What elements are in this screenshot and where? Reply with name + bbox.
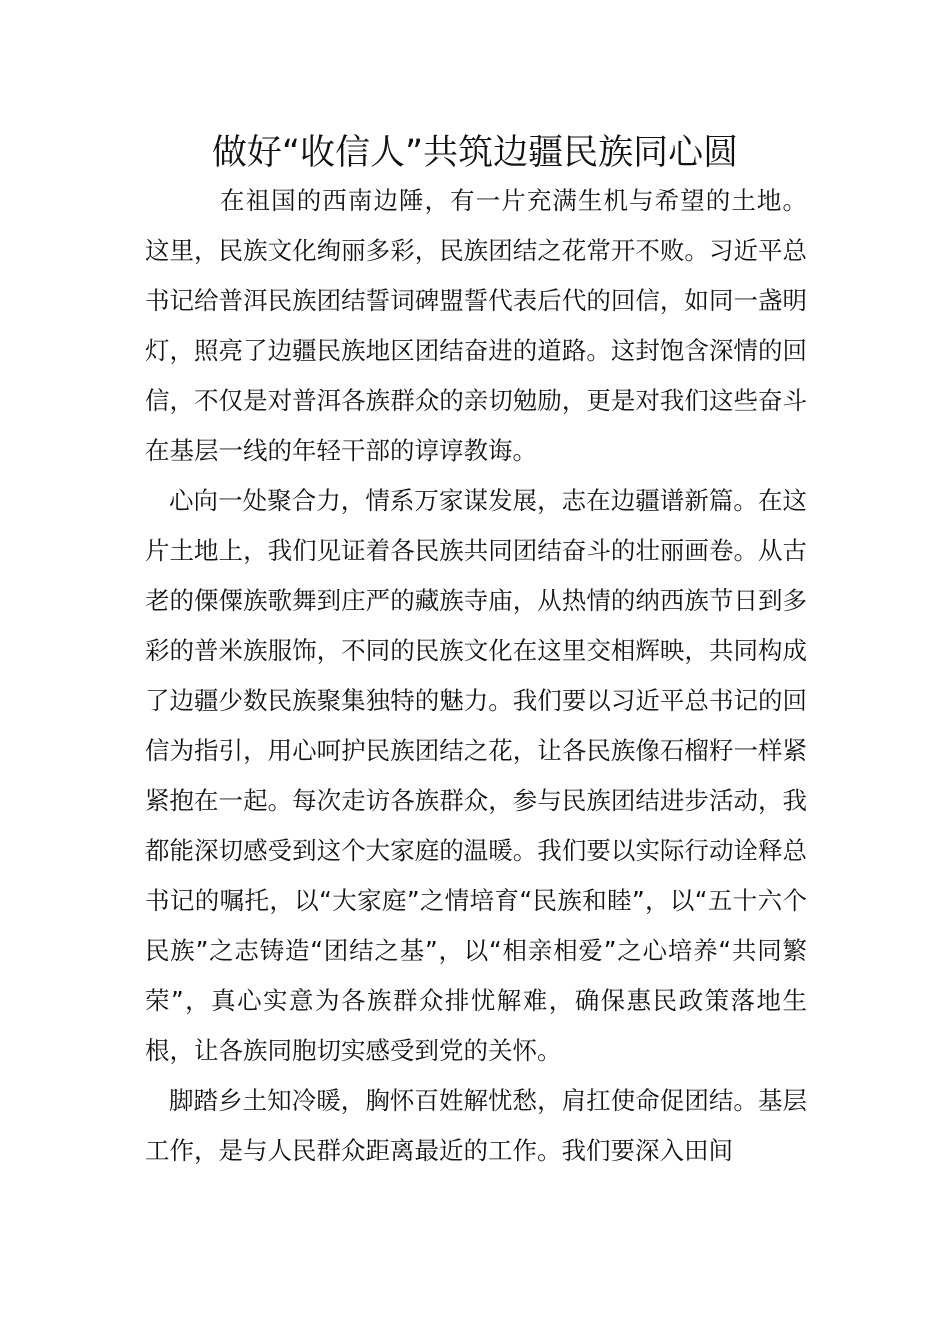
- paragraph-2: 心向一处聚合力，情系万家谋发展，志在边疆谱新篇。在这片土地上，我们见证着各民族共同团结奋斗的壮丽画卷。从古老的傈僳族歌舞到庄严的藏族寺庙，从热情的纳西族节日到多彩的普米族服饰，不同的民族文化在这里交相辉映，共同构成了边疆少数民族聚集独特的魅力。我们要以习近平总书记的回信为指引，用心呵护民族团结之花，让各民族像石榴籽一样紧紧抱在一起。每次走访各族群众，参与民族团结进步活动，我都能深切感受到这个大家庭的温暖。我们要以实际行动诠释总书记的嘱托，以“大家庭”之情培育“民族和睦”，以“五十六个民族”之志铸造“团结之基”，以“相亲相爱”之心培养“共同繁荣”，真心实意为各族群众排忧解难，确保惠民政策落地生根，让各族同胞切实感受到党的关怀。: [145, 486, 807, 1065]
- paragraph-1: 在祖国的西南边陲，有一片充满生机与希望的土地。这里，民族文化绚丽多彩，民族团结之花常开不败。习近平总书记给普洱民族团结誓词碑盟誓代表后代的回信，如同一盏明灯，照亮了边疆民族地区团结奋进的道路。这封饱含深情的回信，不仅是对普洱各族群众的亲切勉励，更是对我们这些奋斗在基层一线的年轻干部的谆谆教诲。: [145, 186, 807, 465]
- document-title: 做好“收信人”共筑边疆民族同心圆: [211, 133, 739, 173]
- paragraph-3: 脚踏乡土知冷暖，胸怀百姓解忧愁，肩扛使命促团结。基层工作，是与人民群众距离最近的工作。我们要深入田间: [145, 1086, 807, 1165]
- document-body: [145, 176, 807, 1176]
